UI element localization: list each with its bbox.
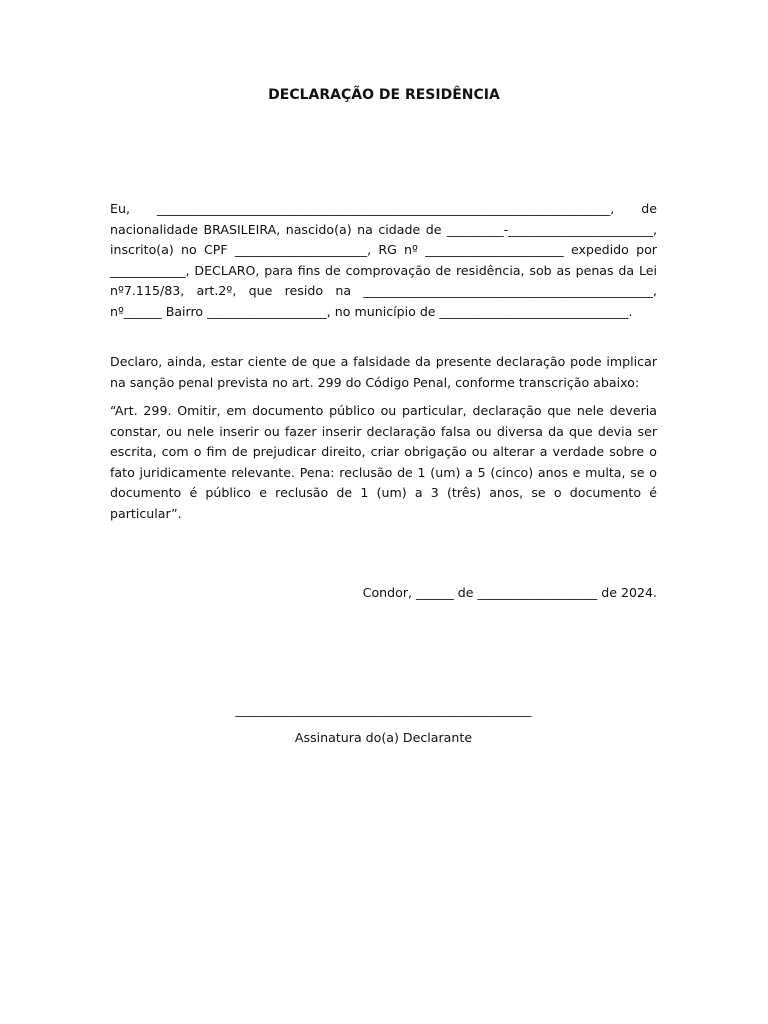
signature-label: Assinatura do(a) Declarante	[294, 730, 473, 745]
document-title: DECLARAÇÃO DE RESIDÊNCIA	[268, 87, 500, 103]
signature-line: _______________________________________________	[235, 702, 532, 717]
declaration-paragraph: Eu, ________________________________________________________________________, de nacionalidade BRASILEIRA, nascido(a) na cidade de _________-_______________________, inscrito(a) no CPF _____________________, RG nº ______________________ expedido por ____________, DECLARO, para fins de comprovação de residência, sob as penas da Lei nº7.115/83, art.2º, que resido na ______________________________________________, nº______ Bairro ___________________, no município de ______________________________.	[110, 201, 657, 319]
place-date-line: Condor, ______ de ___________________ de 2024.	[362, 585, 657, 600]
legal-quote-paragraph: “Art. 299. Omitir, em documento público ou particular, declaração que nele deveria constar, ou nele inserir ou fazer inserir declaração falsa ou diversa da que devia ser escrita, com o fim de prejudicar direito, criar obrigação ou alterar a verdade sobre o fato juridicamente relevante. Pena: reclusão de 1 (um) a 5 (cinco) anos e multa, se o documento é público e reclusão de 1 (um) a 3 (três) anos, se o documento é particular”.	[110, 403, 657, 521]
awareness-paragraph: Declaro, ainda, estar ciente de que a falsidade da presente declaração pode implicar na sanção penal prevista no art. 299 do Código Penal, conforme transcrição abaixo:	[110, 354, 657, 390]
